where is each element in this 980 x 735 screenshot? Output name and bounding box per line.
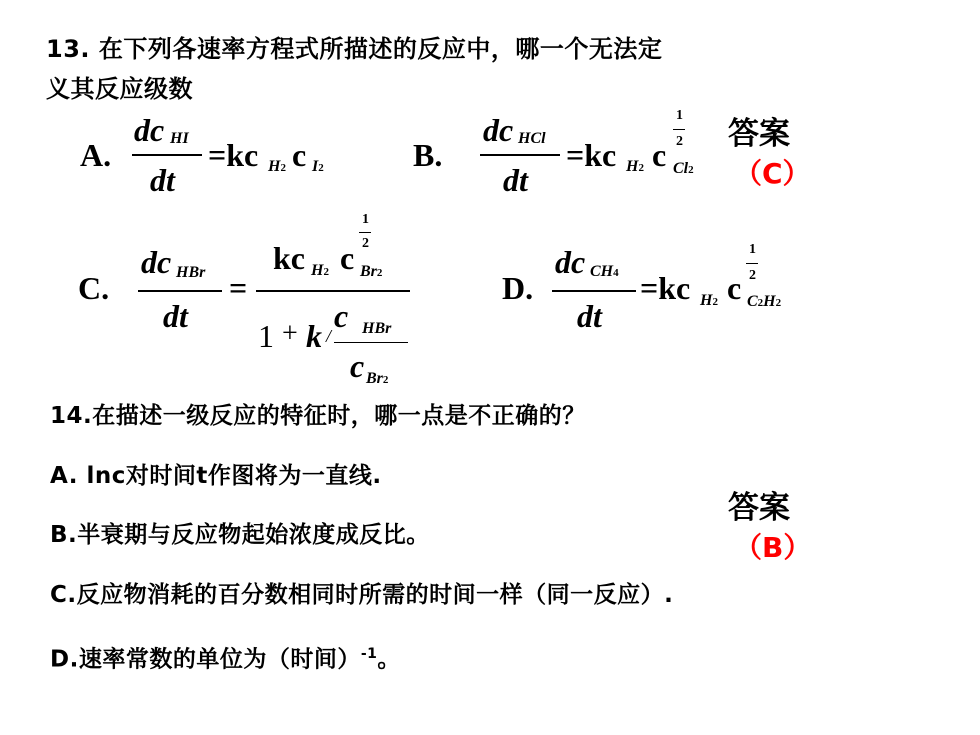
option-d-exponent-bar — [746, 263, 758, 264]
q14-option-d-superscript: -1 — [360, 646, 378, 662]
option-c-fraction-bar — [138, 290, 222, 292]
q13-answer-value: （C） — [734, 157, 811, 190]
option-c-bottom-one: 1 — [258, 318, 274, 354]
option-b-exponent-num: 1 — [676, 108, 683, 123]
option-a-letter: A. — [80, 137, 112, 173]
option-c-exponent-den: 2 — [362, 236, 369, 251]
option-a-rhs-c: c — [292, 137, 307, 173]
option-b-fraction-bar — [480, 154, 560, 156]
option-d-denominator: dt — [577, 298, 602, 334]
option-a-fraction-bar — [132, 154, 202, 156]
option-a-numerator: dc — [134, 112, 165, 148]
q13-line-2: 义其反应级数 — [46, 75, 193, 103]
option-c-top-sub1: H2 — [311, 262, 329, 279]
option-d-fraction-bar — [552, 290, 636, 292]
q14-answer-value: （B） — [734, 531, 812, 564]
option-d-rhs-sub1: H2 — [700, 292, 718, 309]
option-b-numerator-sub: HCl — [518, 130, 546, 147]
q13-answer-label: 答案 — [728, 116, 790, 152]
option-b-rhs-sub2: Cl2 — [673, 160, 694, 177]
q14-option-a: A. lnc对时间t作图将为一直线. — [50, 463, 382, 489]
option-a-numerator-sub: HI — [170, 130, 189, 147]
option-b-numerator: dc — [483, 112, 514, 148]
option-b-exponent-bar — [673, 129, 685, 130]
option-d-rhs-sub2: C2H2 — [747, 293, 782, 310]
option-c-numerator-sub: HBr — [176, 264, 206, 281]
option-d-numerator: dc — [555, 244, 586, 280]
q14-option-b: B.半衰期与反应物起始浓度成反比。 — [50, 522, 430, 548]
q14-option-d — [50, 639, 401, 675]
option-b-rhs-sub1: H2 — [626, 158, 644, 175]
q14-option-c: C.反应物消耗的百分数相同时所需的时间一样（同一反应）. — [50, 582, 674, 608]
option-c-bottom-plus: + — [282, 318, 298, 349]
option-c-main-bar — [256, 290, 410, 292]
option-d-exponent-num: 1 — [749, 242, 756, 257]
option-b-rhs-c: c — [652, 137, 667, 173]
option-c-inner-den-sub: Br2 — [366, 370, 389, 387]
option-b-rhs: =kc — [566, 137, 617, 173]
option-c-denominator: dt — [163, 298, 188, 334]
q14-option-d-end: 。 — [377, 646, 401, 673]
q14-question: 14.在描述一级反应的特征时，哪一点是不正确的？ — [50, 403, 586, 429]
option-a-rhs-sub1: H2 — [268, 158, 286, 175]
option-c-letter: C. — [78, 270, 110, 306]
option-a-rhs: =kc — [208, 137, 259, 173]
option-b-denominator: dt — [503, 162, 528, 198]
option-c-top-sub2: Br2 — [360, 263, 383, 280]
q14-answer-label: 答案 — [728, 490, 790, 526]
option-d-exponent-den: 2 — [749, 268, 756, 283]
option-c-equals: = — [229, 270, 248, 306]
option-c-bottom-prime: / — [326, 326, 332, 346]
option-c-top-c: c — [340, 240, 355, 276]
option-d-rhs: =kc — [640, 270, 691, 306]
q13-line-1: 13. 在下列各速率方程式所描述的反应中，哪一个无法定 — [46, 35, 663, 63]
option-d-numerator-sub: CH4 — [590, 263, 619, 280]
option-a-rhs-sub2: I2 — [312, 158, 324, 175]
option-c-inner-bar — [334, 342, 408, 343]
option-c-inner-den: c — [350, 348, 365, 384]
option-b-letter: B. — [413, 137, 443, 173]
option-c-exponent-num: 1 — [362, 212, 369, 227]
option-d-letter: D. — [502, 270, 534, 306]
option-c-inner-num-sub: HBr — [362, 320, 392, 337]
option-c-inner-num: c — [334, 298, 349, 334]
option-a-denominator: dt — [150, 162, 175, 198]
option-c-numerator: dc — [141, 244, 172, 280]
option-b-exponent-den: 2 — [676, 134, 683, 149]
option-c-top-kc: kc — [273, 240, 305, 276]
option-c-bottom-k: k — [306, 318, 322, 354]
q14-option-d-main: D.速率常数的单位为（时间） — [50, 646, 361, 673]
option-d-rhs-c: c — [727, 270, 742, 306]
option-c-exponent-bar — [359, 232, 371, 233]
